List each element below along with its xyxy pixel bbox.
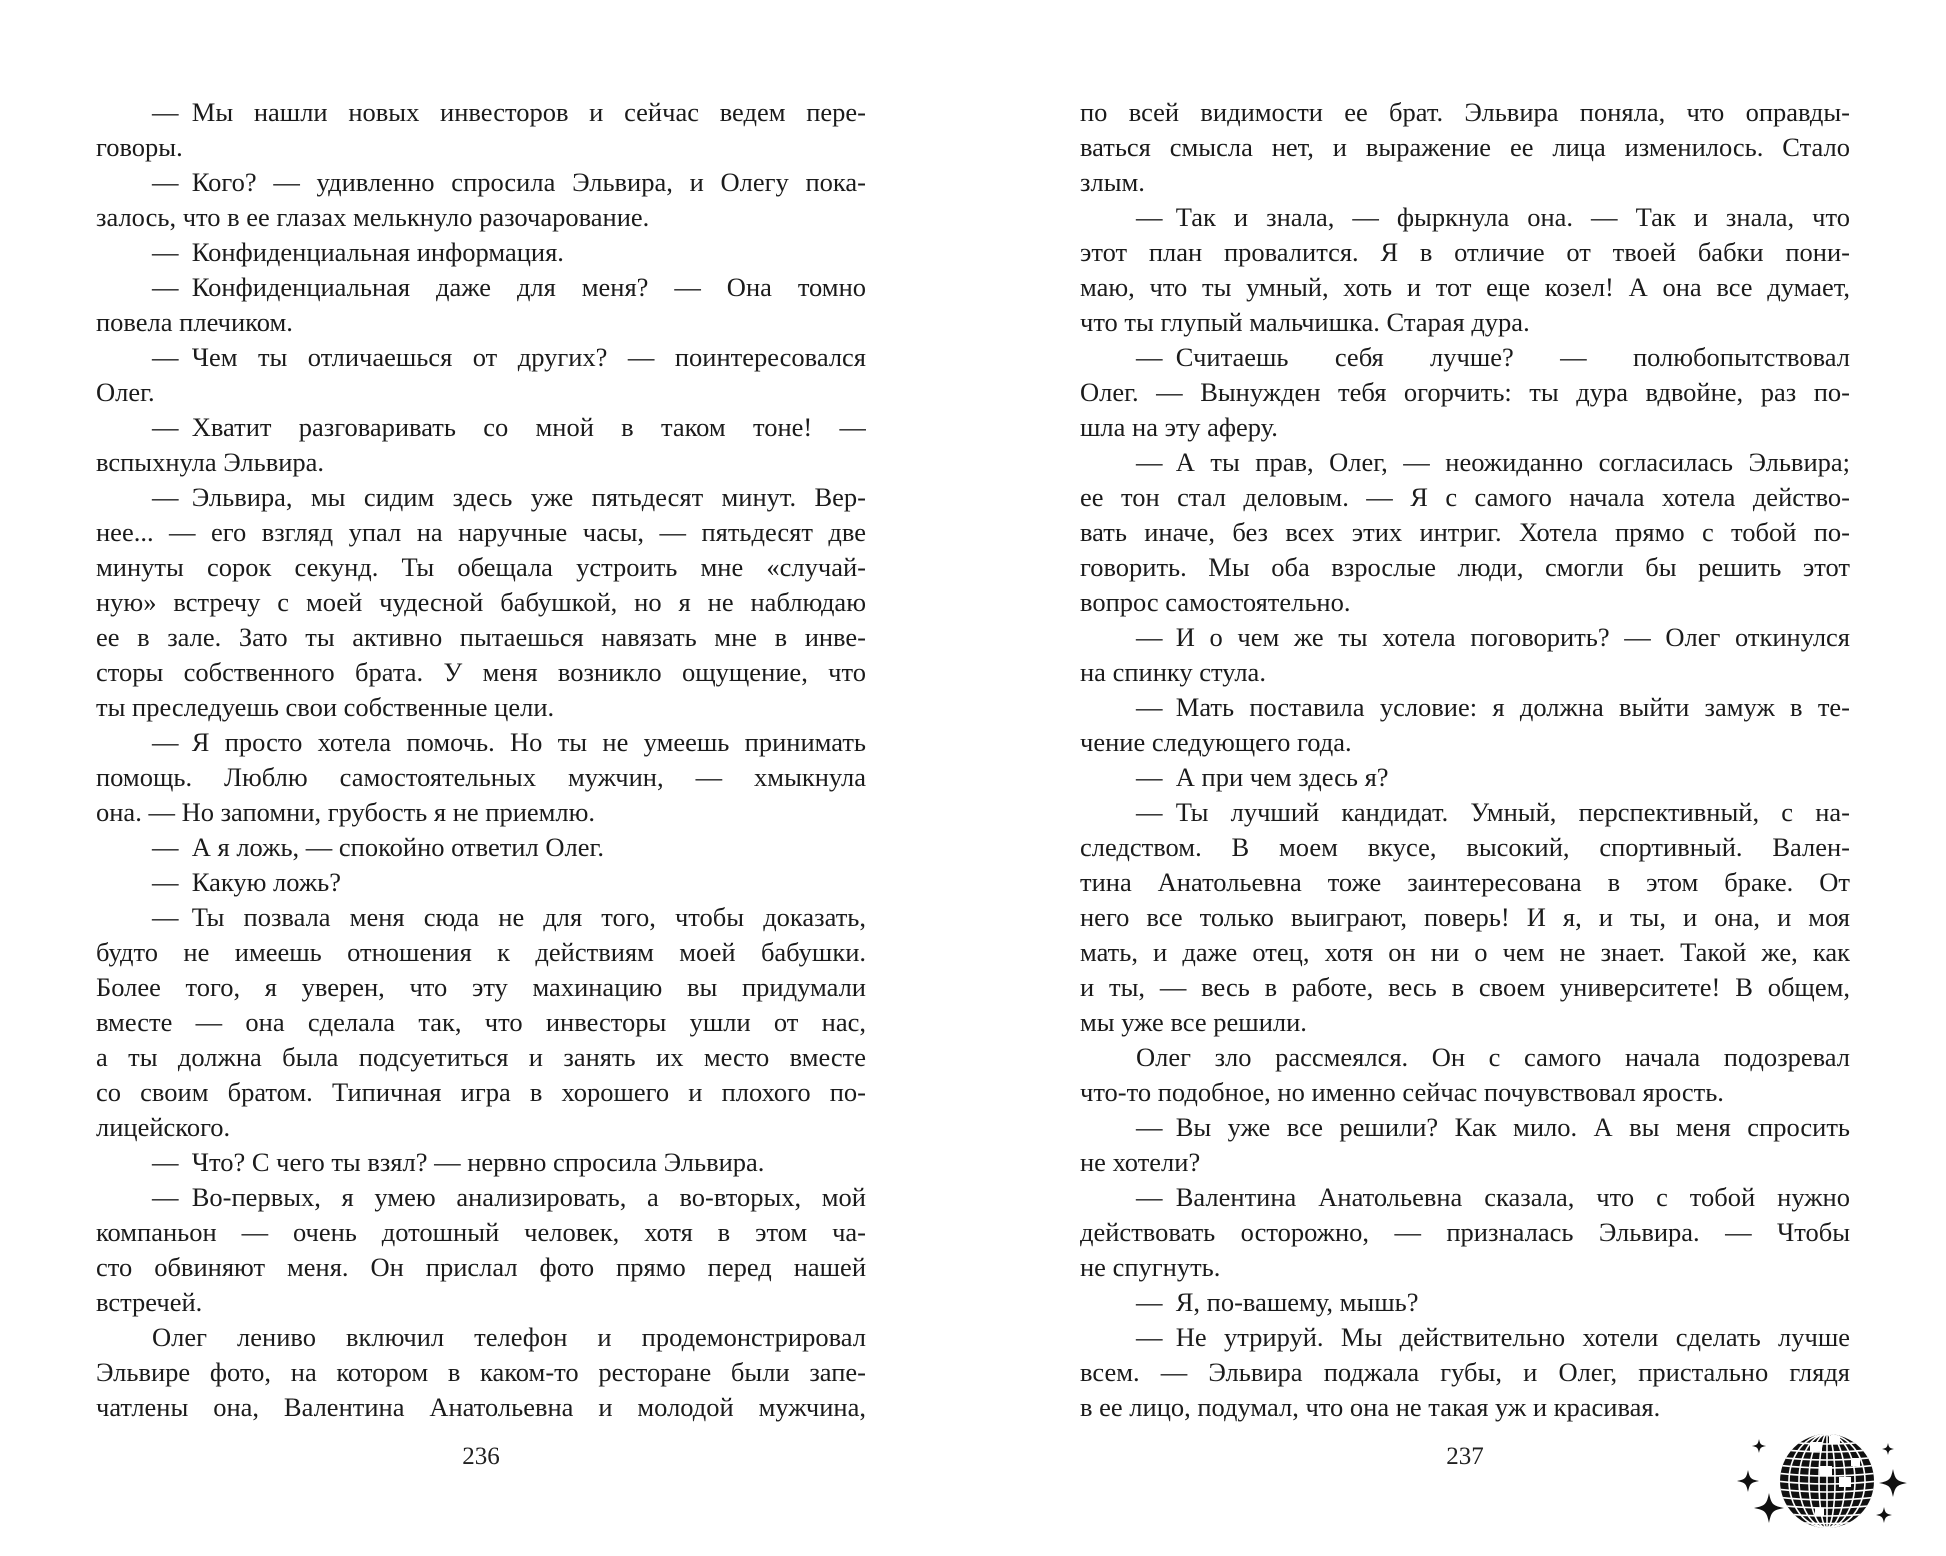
text-line: ную» встречу с моей чудесной бабушкой, но я не наблюдаю	[96, 587, 866, 617]
text-line: следством. В моем вкусе, высокий, спортивный. Вален-	[1080, 832, 1850, 862]
text-line: говоры.	[96, 132, 183, 162]
text-line: на спинку стула.	[1080, 657, 1266, 687]
text-line: не хотели?	[1080, 1147, 1201, 1177]
page-number-left: 236	[462, 1443, 500, 1470]
text-line: — Так и знала, — фыркнула она. — Так и знала, что	[1136, 202, 1850, 232]
text-line: вспыхнула Эльвира.	[96, 447, 325, 477]
text-line: — Валентина Анатольевна сказала, что с тобой нужно	[1136, 1182, 1850, 1212]
text-line: в ее лицо, подумал, что она не такая уж и красивая.	[1080, 1392, 1661, 1422]
text-line: — Я, по-вашему, мышь?	[1136, 1287, 1419, 1317]
text-line: Олег.	[96, 377, 155, 407]
text-line: со своим братом. Типичная игра в хорошего и плохого по-	[96, 1077, 866, 1107]
text-line: Эльвире фото, на котором в каком-то ресторане были запе-	[96, 1357, 866, 1387]
text-line: залось, что в ее глазах мелькнуло разочарование.	[96, 202, 650, 232]
text-line: чение следующего года.	[1080, 727, 1352, 757]
text-line: — Чем ты отличаешься от других? — поинтересовался	[152, 342, 866, 372]
text-line: мать, и даже отец, хотя он ни о чем не знает. Такой же, как	[1080, 937, 1850, 967]
page-number-right: 237	[1446, 1443, 1484, 1470]
text-line: — Ты лучший кандидат. Умный, перспективный, с на-	[1136, 797, 1850, 827]
text-line: Олег зло рассмеялся. Он с самого начала подозревал	[1136, 1042, 1850, 1072]
text-line: повела плечиком.	[96, 307, 293, 337]
text-line: него все только выиграют, поверь! И я, и ты, и она, и моя	[1080, 902, 1850, 932]
text-line: — Хватит разговаривать со мной в таком тоне! —	[152, 412, 866, 442]
text-line: что-то подобное, но именно сейчас почувствовал ярость.	[1080, 1077, 1724, 1107]
text-line: компаньон — очень дотошный человек, хотя в этом ча-	[96, 1217, 866, 1247]
text-line: — А при чем здесь я?	[1136, 762, 1389, 792]
text-line: — А я ложь, — спокойно ответил Олег.	[152, 832, 604, 862]
text-line: и ты, — весь в работе, весь в своем университете! В общем,	[1080, 972, 1850, 1002]
text-line: этот план провалится. Я в отличие от твоей бабки пони-	[1080, 237, 1850, 267]
text-line: злым.	[1080, 167, 1145, 197]
text-line: — Что? С чего ты взял? — нервно спросила Эльвира.	[152, 1147, 765, 1177]
text-line: чатлены она, Валентина Анатольевна и молодой мужчина,	[96, 1392, 866, 1422]
text-line: ты преследуешь свои собственные цели.	[96, 692, 555, 722]
text-line: лицейского.	[96, 1112, 231, 1142]
text-line: — Мы нашли новых инвесторов и сейчас ведем пере-	[152, 97, 866, 127]
text-line: — Какую ложь?	[152, 867, 341, 897]
text-line: — Я просто хотела помочь. Но ты не умеешь принимать	[152, 727, 866, 757]
text-line: по всей видимости ее брат. Эльвира поняла, что оправды-	[1080, 97, 1850, 127]
text-line: а ты должна была подсуетиться и занять их место вместе	[96, 1042, 866, 1072]
page-left-text-block	[96, 95, 866, 1425]
text-line: — Считаешь себя лучше? — полюбопытствовал	[1136, 342, 1850, 372]
text-line: — Во-первых, я умею анализировать, а во-вторых, мой	[152, 1182, 866, 1212]
text-line: будто не имеешь отношения к действиям моей бабушки.	[96, 937, 866, 967]
text-line: — А ты прав, Олег, — неожиданно согласилась Эльвира;	[1136, 447, 1850, 477]
text-line: ее тон стал деловым. — Я с самого начала хотела действо-	[1080, 482, 1850, 512]
text-line: что ты глупый мальчишка. Старая дура.	[1080, 307, 1530, 337]
text-line: — Мать поставила условие: я должна выйти замуж в те-	[1136, 692, 1850, 722]
text-line: тина Анатольевна тоже заинтересована в этом браке. От	[1080, 867, 1850, 897]
text-line: минуты сорок секунд. Ты обещала устроить мне «случай-	[96, 552, 866, 582]
text-line: — Не утрируй. Мы действительно хотели сделать лучше	[1136, 1322, 1850, 1352]
text-line: маю, что ты умный, хоть и тот еще козел! А она все думает,	[1080, 272, 1850, 302]
disco-ball-icon	[1732, 1416, 1918, 1552]
text-line: не спугнуть.	[1080, 1252, 1221, 1282]
text-line: — Конфиденциальная даже для меня? — Она томно	[152, 272, 866, 302]
text-line: нее... — его взгляд упал на наручные часы, — пятьдесят две	[96, 517, 866, 547]
text-line: — Эльвира, мы сидим здесь уже пятьдесят минут. Вер-	[152, 482, 866, 512]
text-line: ваться смысла нет, и выражение ее лица изменилось. Стало	[1080, 132, 1850, 162]
text-line: Более того, я уверен, что эту махинацию вы придумали	[96, 972, 866, 1002]
text-line: действовать осторожно, — призналась Эльвира. — Чтобы	[1080, 1217, 1850, 1247]
text-line: помощь. Люблю самостоятельных мужчин, — хмыкнула	[96, 762, 866, 792]
text-line: — Вы уже все решили? Как мило. А вы меня спросить	[1136, 1112, 1850, 1142]
page-right-text-block	[1080, 95, 1850, 1425]
text-line: мы уже все решили.	[1080, 1007, 1307, 1037]
text-line: сторы собственного брата. У меня возникло ощущение, что	[96, 657, 866, 687]
text-line: — И о чем же ты хотела поговорить? — Олег откинулся	[1136, 622, 1850, 652]
text-line: вать иначе, без всех этих интриг. Хотела прямо с тобой по-	[1080, 517, 1850, 547]
text-line: говорить. Мы оба взрослые люди, смогли бы решить этот	[1080, 552, 1850, 582]
text-line: встречей.	[96, 1287, 203, 1317]
text-line: — Ты позвала меня сюда не для того, чтобы доказать,	[152, 902, 866, 932]
text-line: сто обвиняют меня. Он прислал фото прямо перед нашей	[96, 1252, 866, 1282]
text-line: Олег лениво включил телефон и продемонстрировал	[152, 1322, 866, 1352]
text-line: вопрос самостоятельно.	[1080, 587, 1351, 617]
text-line: ее в зале. Зато ты активно пытаешься навязать мне в инве-	[96, 622, 866, 652]
text-line: она. — Но запомни, грубость я не приемлю.	[96, 797, 596, 827]
text-line: — Кого? — удивленно спросила Эльвира, и Олегу пока-	[152, 167, 866, 197]
text-line: шла на эту аферу.	[1080, 412, 1278, 442]
text-line: вместе — она сделала так, что инвесторы ушли от нас,	[96, 1007, 866, 1037]
text-line: Олег. — Вынужден тебя огорчить: ты дура вдвойне, раз по-	[1080, 377, 1850, 407]
text-line: всем. — Эльвира поджала губы, и Олег, пристально глядя	[1080, 1357, 1850, 1387]
text-line: — Конфиденциальная информация.	[152, 237, 564, 267]
